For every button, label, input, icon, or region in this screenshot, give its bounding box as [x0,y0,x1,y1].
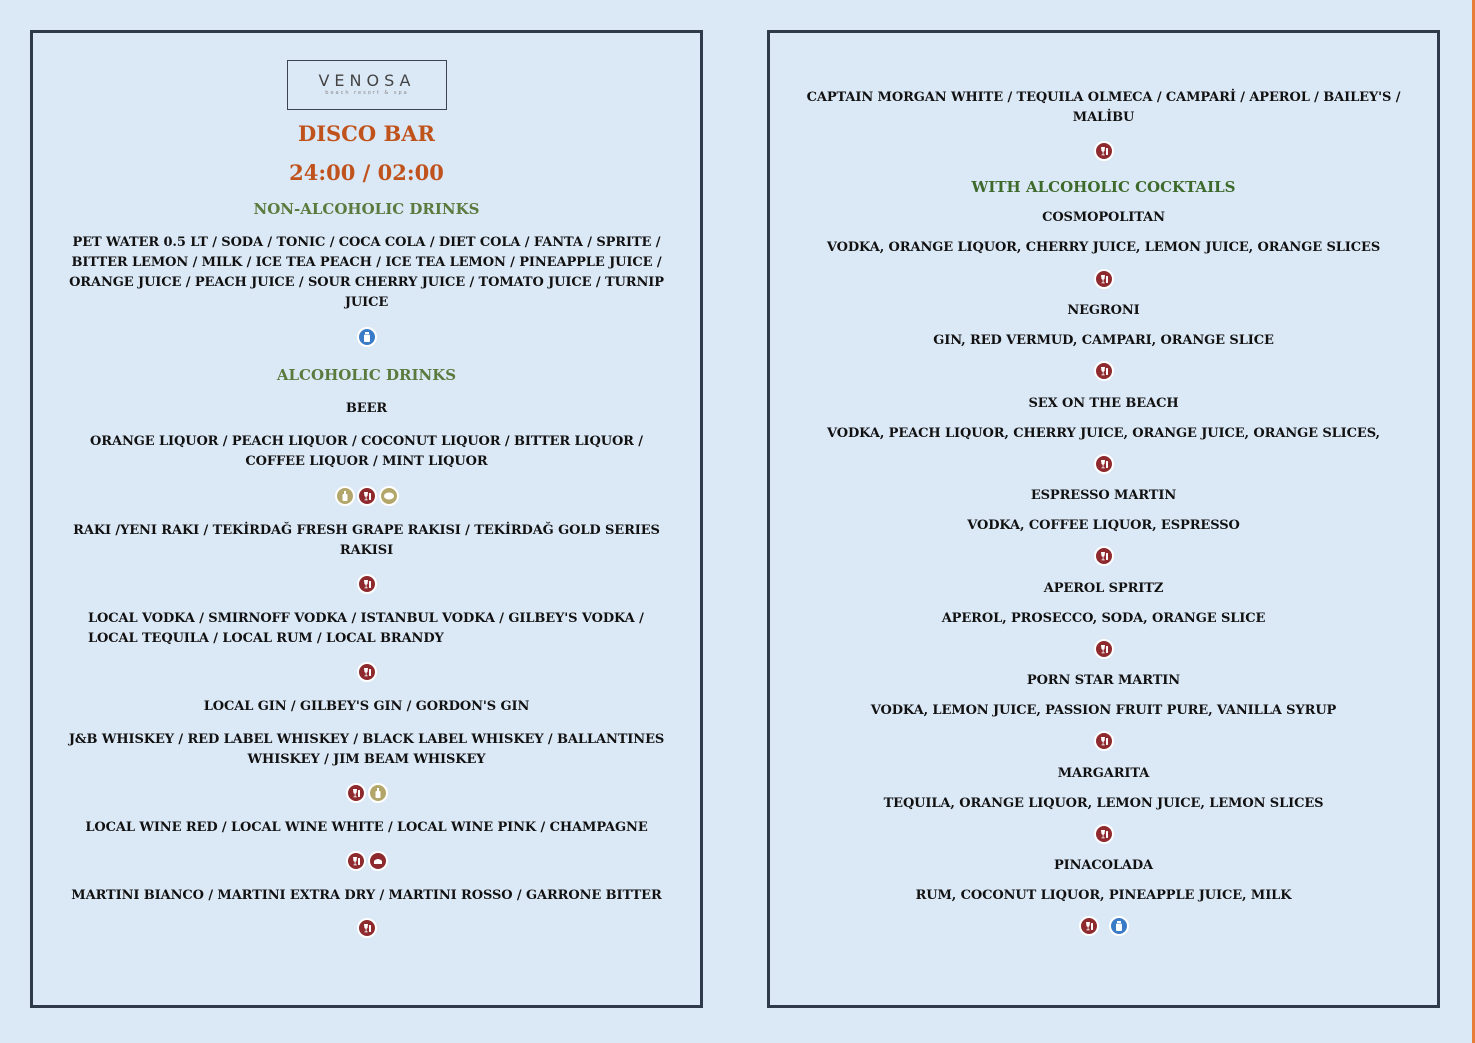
icon-row [33,327,700,347]
wine-glass-icon [1094,546,1114,566]
menu-line: WHISKEY / JIM BEAM WHISKEY [247,752,486,767]
wine-glass-icon [1094,269,1114,289]
wine-glass-icon [357,918,377,938]
logo-tagline: beach resort & spa [325,90,409,96]
cocktail-ingredients: VODKA, COFFEE LIQUOR, ESPRESSO [967,518,1240,533]
spirits-items [770,88,1437,128]
icon-row [770,916,1437,936]
wine-glass-icon [1094,824,1114,844]
wine-items: LOCAL WINE RED / LOCAL WINE WHITE / LOCAL WINE PINK / CHAMPAGNE [85,820,648,835]
cocktails-heading: WITH ALCOHOLIC COCKTAILS [971,178,1236,196]
cocktail-name: COSMOPOLITAN [1042,210,1165,225]
water-bottle-icon [1109,916,1129,936]
icon-row [33,851,700,871]
menu-line: PET WATER 0.5 LT / SODA / TONIC / COCA COLA / DIET COLA / FANTA / SPRITE / [72,235,661,250]
menu-line: LOCAL VODKA / SMIRNOFF VODKA / ISTANBUL VODKA / GILBEY'S VODKA / [88,611,644,626]
bar-title: DISCO BAR [297,121,435,146]
icon-row [770,731,1437,751]
icon-row [770,639,1437,659]
menu-panel-right [767,30,1440,1008]
wine-glass-icon [1094,731,1114,751]
menu-line: BITTER LEMON / MILK / ICE TEA PEACH / ICE TEA LEMON / PINEAPPLE JUICE / [71,255,662,270]
martini-items: MARTINI BIANCO / MARTINI EXTRA DRY / MARTINI ROSSO / GARRONE BITTER [71,888,662,903]
wine-glass-icon [346,783,366,803]
wine-glass-icon [1079,916,1099,936]
menu-line: RAKI /YENI RAKI / TEKİRDAĞ FRESH GRAPE RAKISI / TEKİRDAĞ GOLD SERIES [73,523,660,538]
cake-icon [368,851,388,871]
beer-bottle-icon [368,783,388,803]
menu-line: JUICE [344,295,389,310]
cocktail-name: ESPRESSO MARTIN [1030,488,1177,503]
icon-row [770,361,1437,381]
wine-glass-icon [346,851,366,871]
wine-glass-icon [357,574,377,594]
icon-row [33,662,700,682]
cocktail-name: APEROL SPRITZ [1043,581,1164,596]
menu-line: ORANGE JUICE / PEACH JUICE / SOUR CHERRY JUICE / TOMATO JUICE / TURNIP [69,275,664,290]
menu-line: MALİBU [1072,110,1135,125]
gin-items: LOCAL GIN / GILBEY'S GIN / GORDON'S GIN [203,699,530,714]
bar-hours: 24:00 / 02:00 [289,160,444,185]
venosa-logo [287,60,447,110]
non-alcoholic-items [33,233,700,313]
cocktail-name: SEX ON THE BEACH [1028,396,1179,411]
cocktail-name: MARGARITA [1057,766,1150,781]
cocktail-name: PINACOLADA [1053,858,1154,873]
wine-glass-icon [1094,361,1114,381]
icon-row [33,574,700,594]
icon-row [33,918,700,938]
cocktail-ingredients: VODKA, LEMON JUICE, PASSION FRUIT PURE, VANILLA SYRUP [870,703,1337,718]
menu-line: COFFEE LIQUOR / MINT LIQUOR [245,454,488,469]
alcoholic-heading: ALCOHOLIC DRINKS [276,366,457,384]
vodka-items [88,609,644,649]
icon-row [770,141,1437,161]
menu-panel-left [30,30,703,1008]
liquors-items [33,432,700,472]
menu-line: CAPTAIN MORGAN WHITE / TEQUILA OLMECA / CAMPARİ / APEROL / BAILEY'S / [806,90,1401,105]
icon-row [770,269,1437,289]
menu-line: RAKISI [339,543,394,558]
menu-line: J&B WHISKEY / RED LABEL WHISKEY / BLACK LABEL WHISKEY / BALLANTINES [68,732,665,747]
menu-line: LOCAL TEQUILA / LOCAL RUM / LOCAL BRANDY [88,631,444,646]
non-alcoholic-heading: NON-ALCOHOLIC DRINKS [253,200,480,218]
icon-row [770,546,1437,566]
menu-line: ORANGE LIQUOR / PEACH LIQUOR / COCONUT LIQUOR / BITTER LIQUOR / [90,434,643,449]
cocktail-ingredients: RUM, COCONUT LIQUOR, PINEAPPLE JUICE, MILK [915,888,1292,903]
cocktail-ingredients: VODKA, PEACH LIQUOR, CHERRY JUICE, ORANGE JUICE, ORANGE SLICES, [827,426,1380,441]
wine-glass-icon [1094,454,1114,474]
icon-row [33,783,700,803]
raki-items [33,521,700,561]
dish-icon [379,486,399,506]
wine-glass-icon [357,662,377,682]
icon-row [33,486,700,506]
cocktail-name: PORN STAR MARTIN [1026,673,1181,688]
beer-bottle-icon [335,486,355,506]
beer-item: BEER [345,401,388,416]
cocktail-ingredients: VODKA, ORANGE LIQUOR, CHERRY JUICE, LEMON JUICE, ORANGE SLICES [826,240,1381,255]
cocktail-ingredients: TEQUILA, ORANGE LIQUOR, LEMON JUICE, LEMON SLICES [883,796,1324,811]
wine-glass-icon [1094,141,1114,161]
cocktail-ingredients: GIN, RED VERMUD, CAMPARI, ORANGE SLICE [933,333,1274,348]
cocktail-name: NEGRONI [1067,303,1140,318]
icon-row [770,454,1437,474]
water-bottle-icon [357,327,377,347]
whiskey-items [33,730,700,770]
icon-row [770,824,1437,844]
logo-name: VENOSA [318,71,416,90]
wine-glass-icon [357,486,377,506]
wine-glass-icon [1094,639,1114,659]
cocktail-ingredients: APEROL, PROSECCO, SODA, ORANGE SLICE [941,611,1266,626]
